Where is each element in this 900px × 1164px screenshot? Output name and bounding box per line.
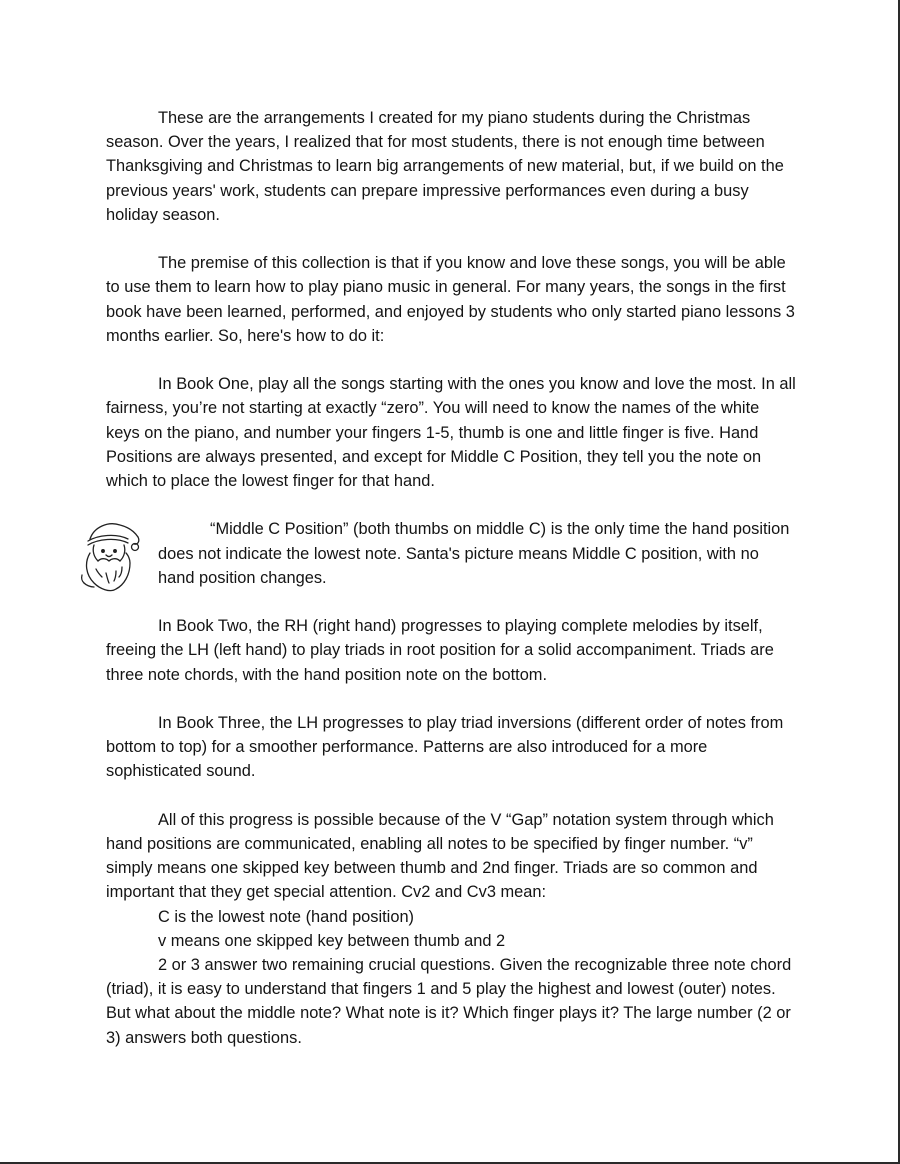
paragraph-book-two: In Book Two, the RH (right hand) progresses to playing complete melodies by itself, freeing the LH (left hand) to play triads in root position for a solid accompaniment. Triads are three note chords, with the hand position note on the bottom. [106, 617, 774, 684]
paragraph-v-gap [106, 808, 796, 905]
santa-face-icon [76, 517, 146, 595]
middle-c-text: “Middle C Position” (both thumbs on middle C) is the only time the hand position does not indicate the lowest note. Santa's picture means Middle C position, with no hand position changes. [158, 520, 790, 587]
middle-c-note [106, 517, 796, 590]
paragraph-premise: The premise of this collection is that if you know and love these songs, you will be able to use them to learn how to play piano music in general. For many years, the songs in the first book have been learned, performed, and enjoyed by students who only started piano lessons 3 months earlier. So, here's how to do it: [106, 254, 795, 345]
paragraph-book-one: In Book One, play all the songs starting with the ones you know and love the most. In all fairness, you’re not starting at exactly “zero”. You will need to know the names of the white keys on the piano, and number your fingers 1-5, thumb is one and little finger is five. Hand Positions are always presented, and except for Middle C Position, they tell you the note on which to place the lowest finger for that hand. [106, 375, 796, 491]
cv-line-skipped-key: v means one skipped key between thumb and 2 [158, 931, 506, 950]
paragraph-book-three: In Book Three, the LH progresses to play triad inversions (different order of notes from bottom to top) for a smoother performance. Patterns are also introduced for a more sophisticated sound. [106, 714, 784, 781]
v-gap-text: All of this progress is possible because of the V “Gap” notation system through which hand positions are communicated, enabling all notes to be specified by finger number. “v” simply means one skipped key between thumb and 2nd finger. Triads are so common and important that they get special attention. Cv2 and Cv3 mean: [106, 810, 774, 902]
paragraph-number-meaning: 2 or 3 answer two remaining crucial questions. Given the recognizable three note chord (triad), it is easy to understand that fingers 1 and 5 play the highest and lowest (outer) notes. But what about the middle note? What note is it? Which finger plays it? The large number (2 or 3) answers both questions. [106, 956, 792, 1047]
document-body [106, 106, 796, 1074]
paragraph-intro: These are the arrangements I created for my piano students during the Christmas season. Over the years, I realized that for most students, there is not enough time between Thanksgiving and Christmas to learn big arrangements of new material, but, if we build on the previous years' work, students can prepare impressive performances even during a busy holiday season. [106, 109, 784, 224]
cv-line-lowest-note: C is the lowest note (hand position) [158, 907, 415, 926]
